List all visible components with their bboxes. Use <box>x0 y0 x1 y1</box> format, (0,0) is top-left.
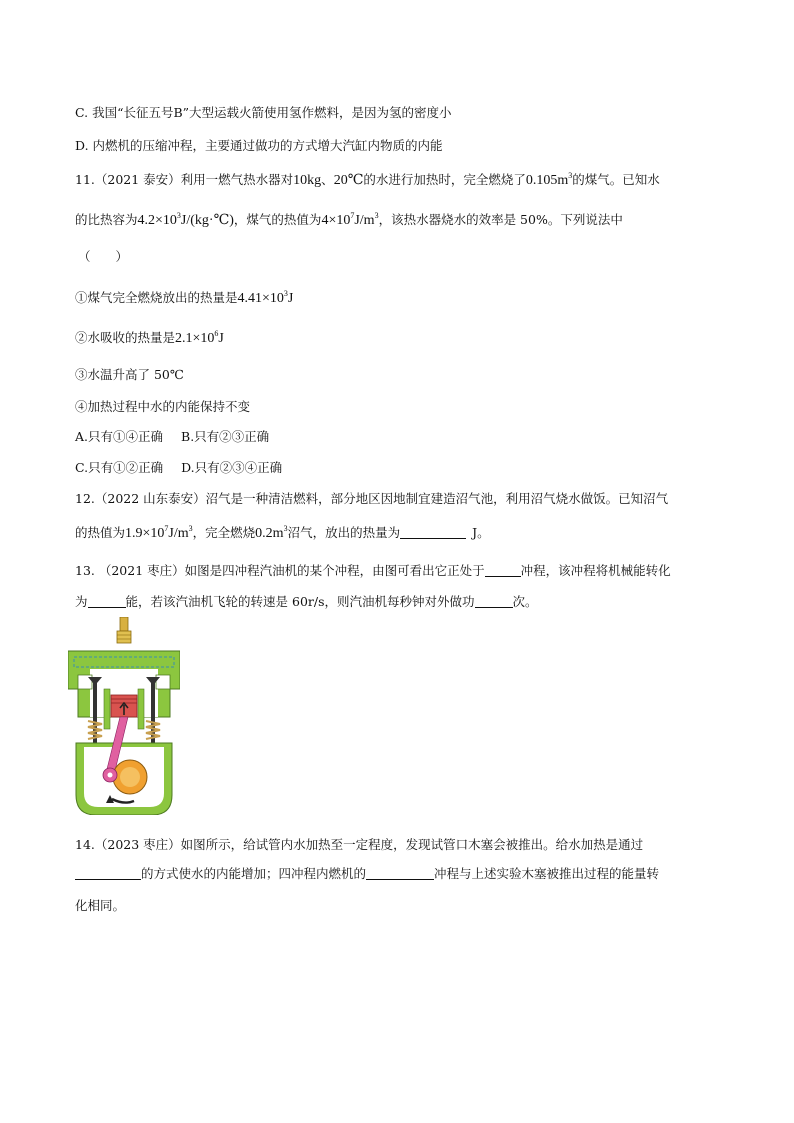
statement-1-unit: J <box>287 291 294 306</box>
statement-2-text: ②水吸收的热量是 <box>75 330 176 345</box>
question-14-line-3 <box>75 897 125 915</box>
q11-specific-heat-unit: J/(kg·℃) <box>180 213 234 228</box>
flywheel-inner <box>120 767 140 787</box>
choice-a: A.只有①④正确 <box>75 429 164 444</box>
q13-blank-3[interactable] <box>475 595 513 608</box>
q11-heat-value-unit: J/m <box>354 213 375 228</box>
choice-c: C.只有①②正确 <box>75 460 164 475</box>
q13-blank-2[interactable] <box>88 595 126 608</box>
choice-d: D.只有②③④正确 <box>181 460 283 475</box>
statement-3 <box>75 366 184 384</box>
question-13-line-1 <box>75 562 671 580</box>
q11-heat-value-unit-exp: 3 <box>374 211 379 220</box>
q11-text-7: ，该热水器烧水的效率是 50%。下列说法中 <box>378 212 623 227</box>
q12-text-3: ，完全燃烧 <box>192 525 256 540</box>
q11-text-6: ，煤气的热值为 <box>233 212 322 227</box>
q14-blank-2[interactable] <box>366 867 434 880</box>
q11-text-5: 的比热容为 <box>75 212 138 227</box>
q13-text-2: 冲程，该冲程将机械能转化 <box>520 563 671 578</box>
statement-2-exp: 6 <box>214 329 219 338</box>
q12-text-2: 的热值为 <box>75 525 126 540</box>
spark-plug-tip <box>120 617 128 631</box>
question-13-line-2 <box>75 593 538 611</box>
statement-4 <box>75 398 250 416</box>
statement-2-value <box>175 331 224 346</box>
q11-temperature: 20℃ <box>333 173 364 188</box>
statement-1-value <box>238 291 294 306</box>
question-11-line-1 <box>75 171 660 190</box>
option-d-line <box>75 137 443 155</box>
q13-text-4: 能，若该汽油机飞轮的转速是 60r/s，则汽油机每秒钟对外做功 <box>125 594 475 609</box>
q11-heat-value <box>321 213 378 228</box>
q11-specific-heat <box>138 213 234 228</box>
q11-volume-base: 0.105m <box>525 173 569 188</box>
statement-1-text: ①煤气完全燃烧放出的热量是 <box>75 290 238 305</box>
q11-volume <box>526 173 572 188</box>
question-14-line-2 <box>75 865 659 883</box>
question-12-line-1 <box>75 490 668 508</box>
question-14-line-1 <box>75 836 643 854</box>
q14-text-3: 冲程与上述实验木塞被推出过程的能量转 <box>434 866 660 881</box>
statement-3-text: ③水温升高了 50℃ <box>75 367 184 382</box>
statement-2-unit: J <box>218 331 224 346</box>
four-stroke-engine-diagram <box>68 617 180 815</box>
question-11-answer-paren <box>78 248 128 266</box>
q12-text-4: 沼气，放出的热量为 <box>287 525 401 540</box>
q13-text-3: 为 <box>75 594 88 609</box>
q12-heat-value-base: 1.9×10 <box>125 526 165 541</box>
statement-1-exp: 3 <box>283 289 288 298</box>
q11-specific-heat-exp: 3 <box>176 211 181 220</box>
q12-unit: J。 <box>472 525 490 540</box>
q11-specific-heat-base: 4.2×10 <box>137 213 177 228</box>
statement-4-text: ④加热过程中水的内能保持不变 <box>75 399 251 414</box>
q12-answer-blank[interactable] <box>400 526 466 539</box>
spark-plug-body <box>117 631 131 643</box>
cylinder-wall-right <box>138 689 144 729</box>
q11-heat-value-exp: 7 <box>350 211 355 220</box>
q11-text-2: 、 <box>321 172 334 187</box>
q11-heat-value-base: 4×10 <box>321 213 351 228</box>
q12-heat-value-unit: J/m <box>168 526 189 541</box>
option-d-text: D. 内燃机的压缩冲程，主要通过做功的方式增大汽缸内物质的内能 <box>75 138 443 153</box>
q14-text-1: 14.（2023 枣庄）如图所示，给试管内水加热至一定程度，发现试管口木塞会被推出。给水加热是通过 <box>75 837 644 852</box>
choices-row-1 <box>75 428 269 446</box>
statement-1-base: 4.41×10 <box>237 291 284 306</box>
cylinder-wall-left <box>104 689 110 729</box>
question-12-line-2 <box>75 524 490 543</box>
q12-heat-value-unit-exp: 3 <box>188 524 193 533</box>
q11-mass: 10kg <box>293 173 322 188</box>
statement-2 <box>75 329 224 348</box>
q12-heat-value <box>125 526 193 541</box>
q12-volume-base: 0.2m <box>255 526 284 541</box>
option-c-line <box>75 104 452 122</box>
option-c-text: C. 我国“长征五号B”大型运载火箭使用氢作燃料，是因为氢的密度小 <box>75 105 452 120</box>
q11-text-3: 的水进行加热时，完全燃烧了 <box>363 172 526 187</box>
q12-volume <box>255 526 287 541</box>
q13-text-5: 次。 <box>512 594 538 609</box>
q11-text-4: 的煤气。已知水 <box>572 172 660 187</box>
crank-pin-center <box>108 773 113 778</box>
statement-1 <box>75 289 293 308</box>
choices-row-2 <box>75 459 282 477</box>
q14-blank-1[interactable] <box>75 867 141 880</box>
question-11-line-2 <box>75 211 623 230</box>
answer-paren: （ ） <box>78 249 129 264</box>
q13-text-1: 13. （2021 枣庄）如图是四冲程汽油机的某个冲程，由图可看出它正处于 <box>75 563 485 578</box>
choice-b: B.只有②③正确 <box>181 429 270 444</box>
q14-text-4: 化相同。 <box>75 898 126 913</box>
q11-volume-exp: 3 <box>568 171 573 180</box>
q13-blank-1[interactable] <box>485 564 521 577</box>
statement-2-base: 2.1×10 <box>175 331 215 346</box>
q14-text-2: 的方式使水的内能增加；四冲程内燃机的 <box>141 866 367 881</box>
q11-text-1: 11.（2021 泰安）利用一燃气热水器对 <box>75 172 294 187</box>
q12-text-1: 12.（2022 山东泰安）沼气是一种清洁燃料，部分地区因地制宜建造沼气池，利用沼气烧水做饭。已知沼气 <box>75 491 669 506</box>
q12-volume-exp: 3 <box>283 524 288 533</box>
q12-heat-value-exp: 7 <box>164 524 169 533</box>
